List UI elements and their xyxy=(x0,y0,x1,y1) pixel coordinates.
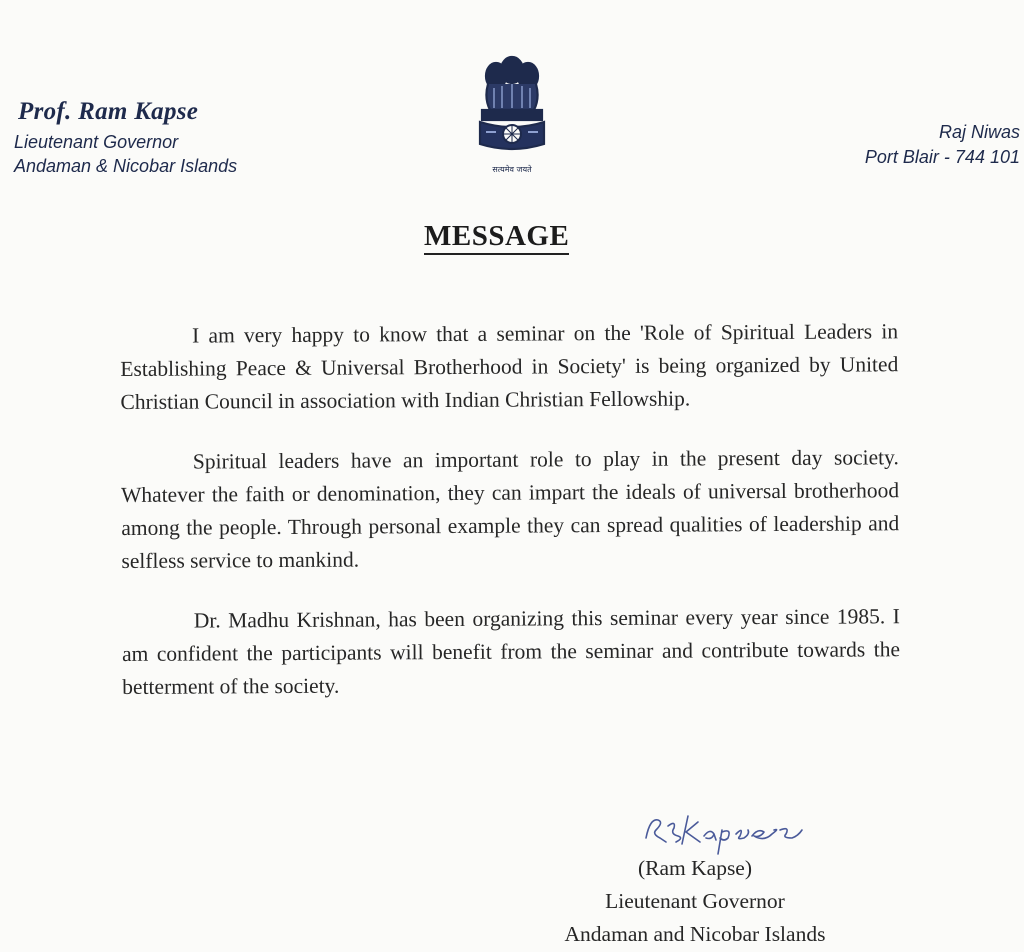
paragraph-3: Dr. Madhu Krishnan, has been organizing this seminar every year since 1985. I am confident the participants will benefit from the seminar and contribute towards the betterment of the society. xyxy=(121,604,901,699)
sender-block xyxy=(14,98,237,178)
signatory-region: Andaman and Nicobar Islands xyxy=(564,922,826,946)
sender-designation: Lieutenant Governor xyxy=(14,132,179,152)
signoff-block xyxy=(520,852,870,951)
address-line-1: Raj Niwas xyxy=(938,122,1020,142)
emblem-motto: सत्यमेव जयते xyxy=(492,165,532,174)
signatory-designation: Lieutenant Governor xyxy=(605,889,785,913)
message-body xyxy=(120,315,900,731)
paragraph-1: I am very happy to know that a seminar on the 'Role of Spiritual Leaders in Establishing Peace & Universal Brotherhood in Society' is being organized by United Christian Council in association with Indian Christian Fellowship. xyxy=(120,319,899,414)
state-emblem-icon xyxy=(472,48,552,180)
paragraph-2: Spiritual leaders have an important role to play in the present day society. Whatever the faith or denomination, they can impart the ideals of universal brotherhood among the people. Through personal example they can spread qualities of leadership and selfless service to mankind. xyxy=(120,445,900,573)
sender-name: Prof. Ram Kapse xyxy=(18,98,199,125)
sender-region: Andaman & Nicobar Islands xyxy=(14,156,238,176)
handwritten-signature xyxy=(640,808,810,856)
signatory-name: (Ram Kapse) xyxy=(637,856,753,880)
address-line-2: Port Blair - 744 101 xyxy=(864,147,1020,167)
message-title: MESSAGE xyxy=(424,220,569,255)
address-block xyxy=(865,120,1020,170)
